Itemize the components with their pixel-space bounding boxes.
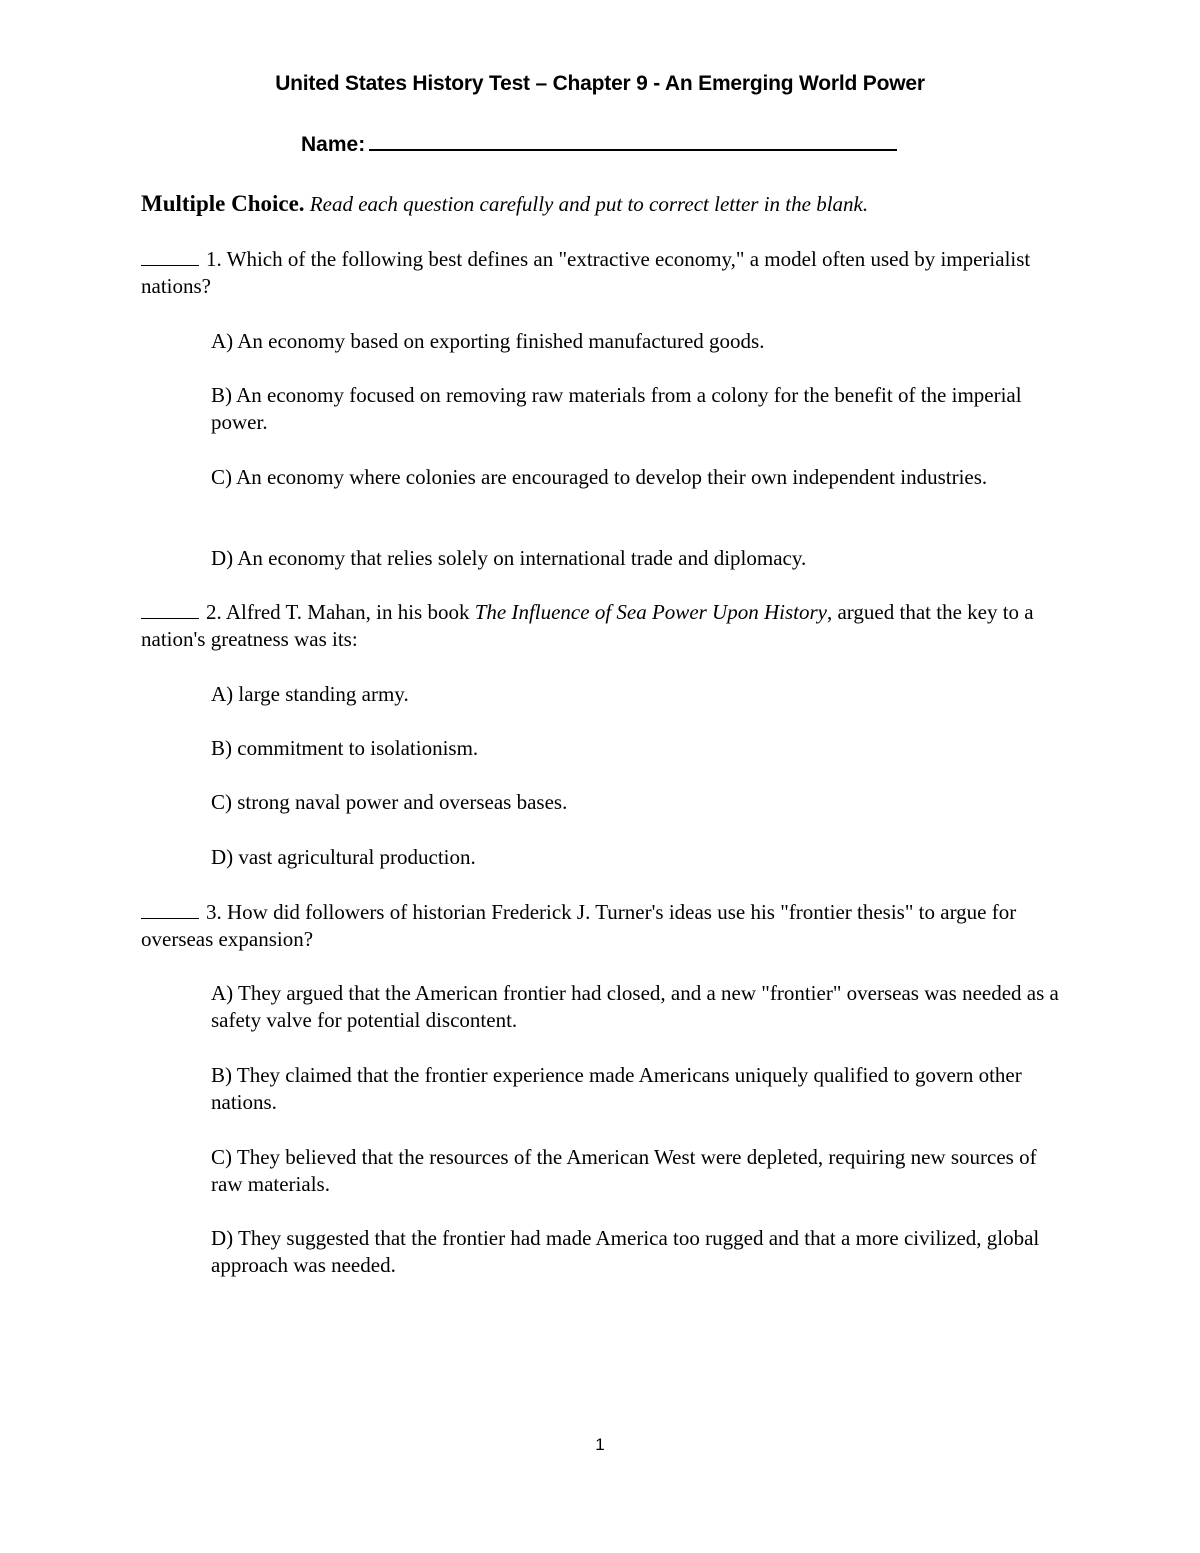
section-heading: Multiple Choice. (141, 191, 305, 216)
question-text-part: Alfred T. Mahan, in his book (225, 600, 475, 624)
question-text: How did followers of historian Frederick J. Turner's ideas use his "frontier thesis" to argue for overseas expansion? (141, 900, 1017, 951)
option-a: A) An economy based on exporting finished manufactured goods. (211, 329, 765, 353)
option-b: B) An economy focused on removing raw materials from a colony for the benefit of the imperial power. (211, 383, 1022, 434)
page-number: 1 (595, 1435, 605, 1454)
option-d: D) An economy that relies solely on international trade and diplomacy. (211, 546, 807, 570)
option-a: A) They argued that the American frontier had closed, and a new "frontier" overseas was needed as a safety valve for potential discontent. (211, 981, 1059, 1032)
question-number: 1. (206, 247, 222, 271)
instructions-text: Read each question carefully and put to correct letter in the blank. (309, 192, 869, 216)
option-b: B) They claimed that the frontier experience made Americans uniquely qualified to govern other nations. (211, 1063, 1022, 1114)
option-c: C) They believed that the resources of the American West were depleted, requiring new sources of raw materials. (211, 1145, 1037, 1196)
question-text-part: , argued that the key to a nation's greatness was its: (141, 600, 1034, 651)
question-2 (141, 599, 1061, 653)
question-1 (141, 246, 1061, 300)
option-c: C) An economy where colonies are encouraged to develop their own independent industries. (211, 465, 988, 489)
book-title: The Influence of Sea Power Upon History (474, 600, 827, 624)
name-field-row (301, 131, 897, 157)
question-3 (141, 899, 1061, 953)
question-text: Which of the following best defines an "extractive economy," a model often used by imperialist nations? (141, 247, 1031, 298)
answer-blank[interactable] (141, 249, 199, 266)
page-title: United States History Test – Chapter 9 - An Emerging World Power (275, 72, 925, 95)
question-number: 2. (206, 600, 222, 624)
question-number: 3. (206, 900, 222, 924)
option-c: C) strong naval power and overseas bases. (211, 790, 568, 814)
instructions (141, 190, 868, 218)
option-d: D) They suggested that the frontier had made America too rugged and that a more civilized, global approach was needed. (211, 1226, 1040, 1277)
name-label: Name: (301, 133, 366, 156)
option-a: A) large standing army. (211, 682, 409, 706)
answer-blank[interactable] (141, 902, 199, 919)
option-d: D) vast agricultural production. (211, 845, 476, 869)
option-b: B) commitment to isolationism. (211, 736, 479, 760)
name-blank[interactable] (369, 131, 897, 151)
answer-blank[interactable] (141, 602, 199, 619)
